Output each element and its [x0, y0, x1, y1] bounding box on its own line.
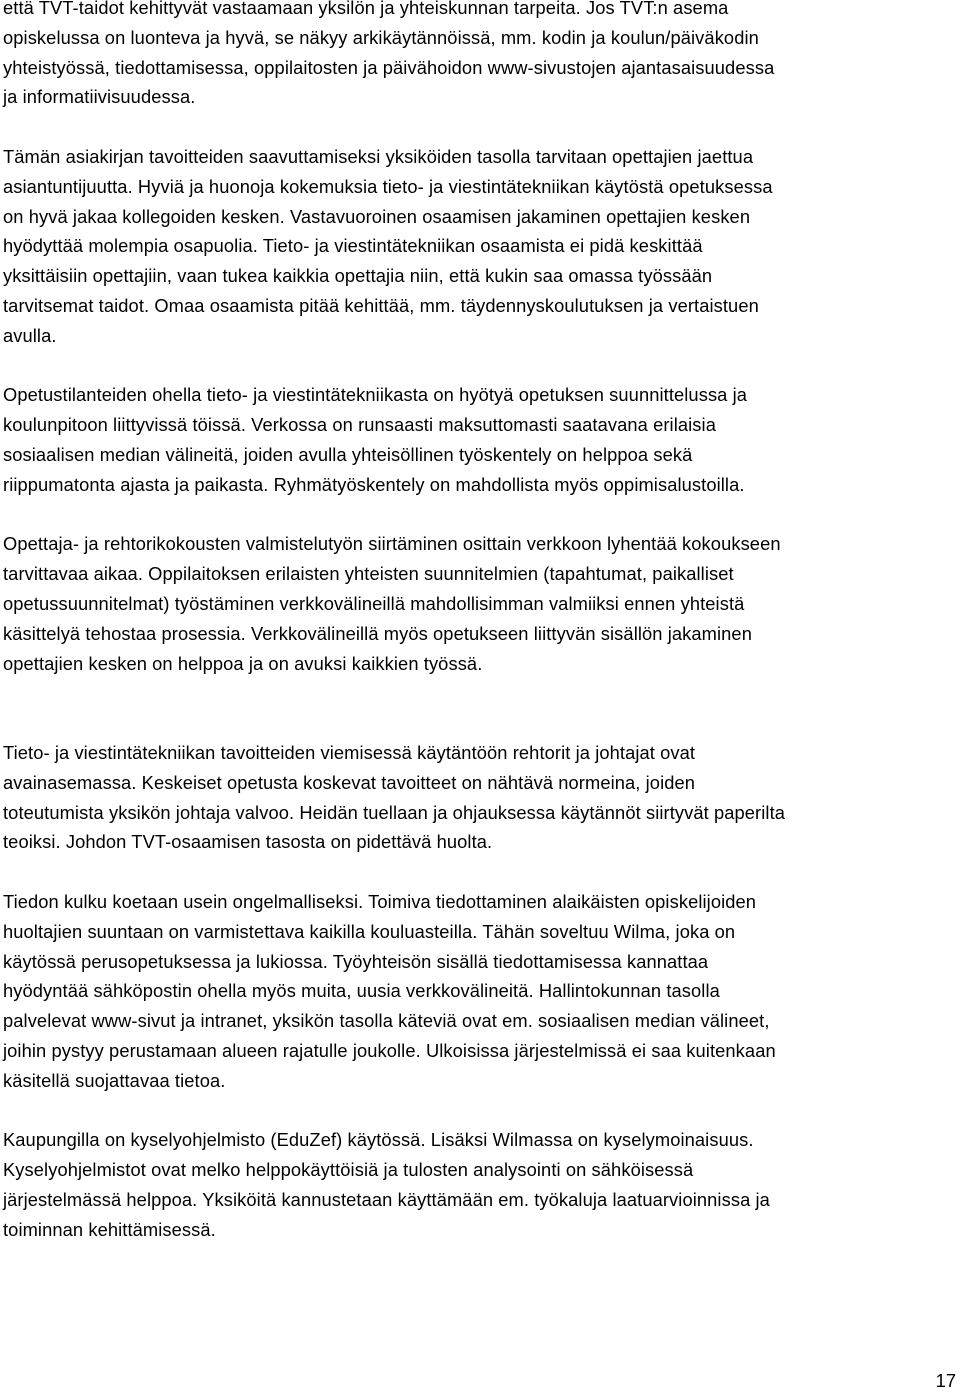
- paragraph-information-flow: Tiedon kulku koetaan usein ongelmalliseksi. Toimiva tiedottaminen alaikäisten opiskelijoiden huoltajien suuntaan on varmistettava kaikilla kouluasteilla. Tähän soveltuu Wilma, joka on käytössä perusopetuksessa ja lukiossa. Työyhteisön sisällä tiedottamisessa kannattaa hyödyntää sähköpostin ohella myös muita, uusia verkkovälineitä. Hallintokunnan tasolla palvelevat www-sivut ja intranet, yksikön tasolla käteviä ovat em. sosiaalisen median välineet, joihin pystyy perustamaan alueen rajatulle joukolle. Ulkoisissa järjestelmissä ei saa kuitenkaan käsitellä suojattavaa tietoa.: [3, 890, 776, 1091]
- paragraph-leadership: Tieto- ja viestintätekniikan tavoitteiden viemisessä käytäntöön rehtorit ja johtajat ovat avainasemassa. Keskeiset opetusta koskevat tavoitteet on nähtävä normeina, joiden toteutumista yksikön johtaja valvoo. Heidän tuellaan ja ohjauksessa käytännöt siirtyvät paperilta teoiksi. Johdon TVT-osaamisen tasosta on pidettävä huolta.: [3, 741, 786, 853]
- paragraph-survey-software: Kaupungilla on kyselyohjelmisto (EduZef) käytössä. Lisäksi Wilmassa on kyselymoinaisuus. Kyselyohjelmistot ovat melko helppokäyttöisiä ja tulosten analysointi on sähköisessä järjestelmässä helppoa. Yksiköitä kannustetaan käyttämään em. työkaluja laatuarvioinnissa ja toiminnan kehittämisessä.: [3, 1129, 770, 1240]
- paragraph-spacer: [3, 500, 945, 530]
- paragraph-spacer: [3, 857, 945, 887]
- paragraph-spacer: [3, 112, 945, 142]
- page-number: 17: [935, 1370, 956, 1391]
- paragraph-shared-expertise: Tämän asiakirjan tavoitteiden saavuttamiseksi yksiköiden tasolla tarvitaan opettajien jaettua asiantuntijuutta. Hyviä ja huonoja kokemuksia tieto- ja viestintätekniikan käytöstä opetuksessa on hyvä jakaa kollegoiden kesken. Vastavuoroinen osaamisen jakaminen opettajien kesken hyödyttää molempia osapuolia. Tieto- ja viestintätekniikan osaamista ei pidä keskittää yksittäisiin opettajiin, vaan tukea kaikkia opettajia niin, että kukin saa omassa työssään tarvitsemat taidot. Omaa osaamista pitää kehittää, mm. täydennyskoulutuksen ja vertaistuen avulla.: [3, 145, 773, 346]
- paragraph-tvt-skills: että TVT-taidot kehittyvät vastaamaan yksilön ja yhteiskunnan tarpeita. Jos TVT:n asema opiskelussa on luonteva ja hyvä, se näkyy arkikäytännöissä, mm. kodin ja koulun/päiväkodin yhteistyössä, tiedottamisessa, oppilaitosten ja päivähoidon www-sivustojen ajantasaisuudessa ja informatiivisuudessa.: [3, 0, 775, 108]
- paragraph-spacer: [3, 1095, 945, 1125]
- paragraph-teaching-planning: Opetustilanteiden ohella tieto- ja viestintätekniikasta on hyötyä opetuksen suunnittelussa ja koulunpitoon liittyvissä töissä. Verkossa on runsaasti maksuttomasti saatavana erilaisia sosiaalisen median välineitä, joiden avulla yhteisöllinen työskentely on helppoa sekä riippumatonta ajasta ja paikasta. Ryhmätyöskentely on mahdollista myös oppimisalustoilla.: [3, 384, 748, 495]
- section-spacer: [3, 678, 945, 738]
- paragraph-meetings: Opettaja- ja rehtorikokousten valmistelutyön siirtäminen osittain verkkoon lyhentää kokoukseen tarvittavaa aikaa. Oppilaitoksen erilaisten yhteisten suunnitelmien (tapahtumat, paikalliset opetussuunnitelmat) työstäminen verkkovälineillä mahdollisimman valmiiksi ennen yhteistä käsittelyä tehostaa prosessia. Verkkovälineillä myös opetukseen liittyvän sisällön jakaminen opettajien kesken on helppoa ja on avuksi kaikkien työssä.: [3, 533, 781, 674]
- document-body: [3, 0, 945, 1244]
- paragraph-spacer: [3, 351, 945, 381]
